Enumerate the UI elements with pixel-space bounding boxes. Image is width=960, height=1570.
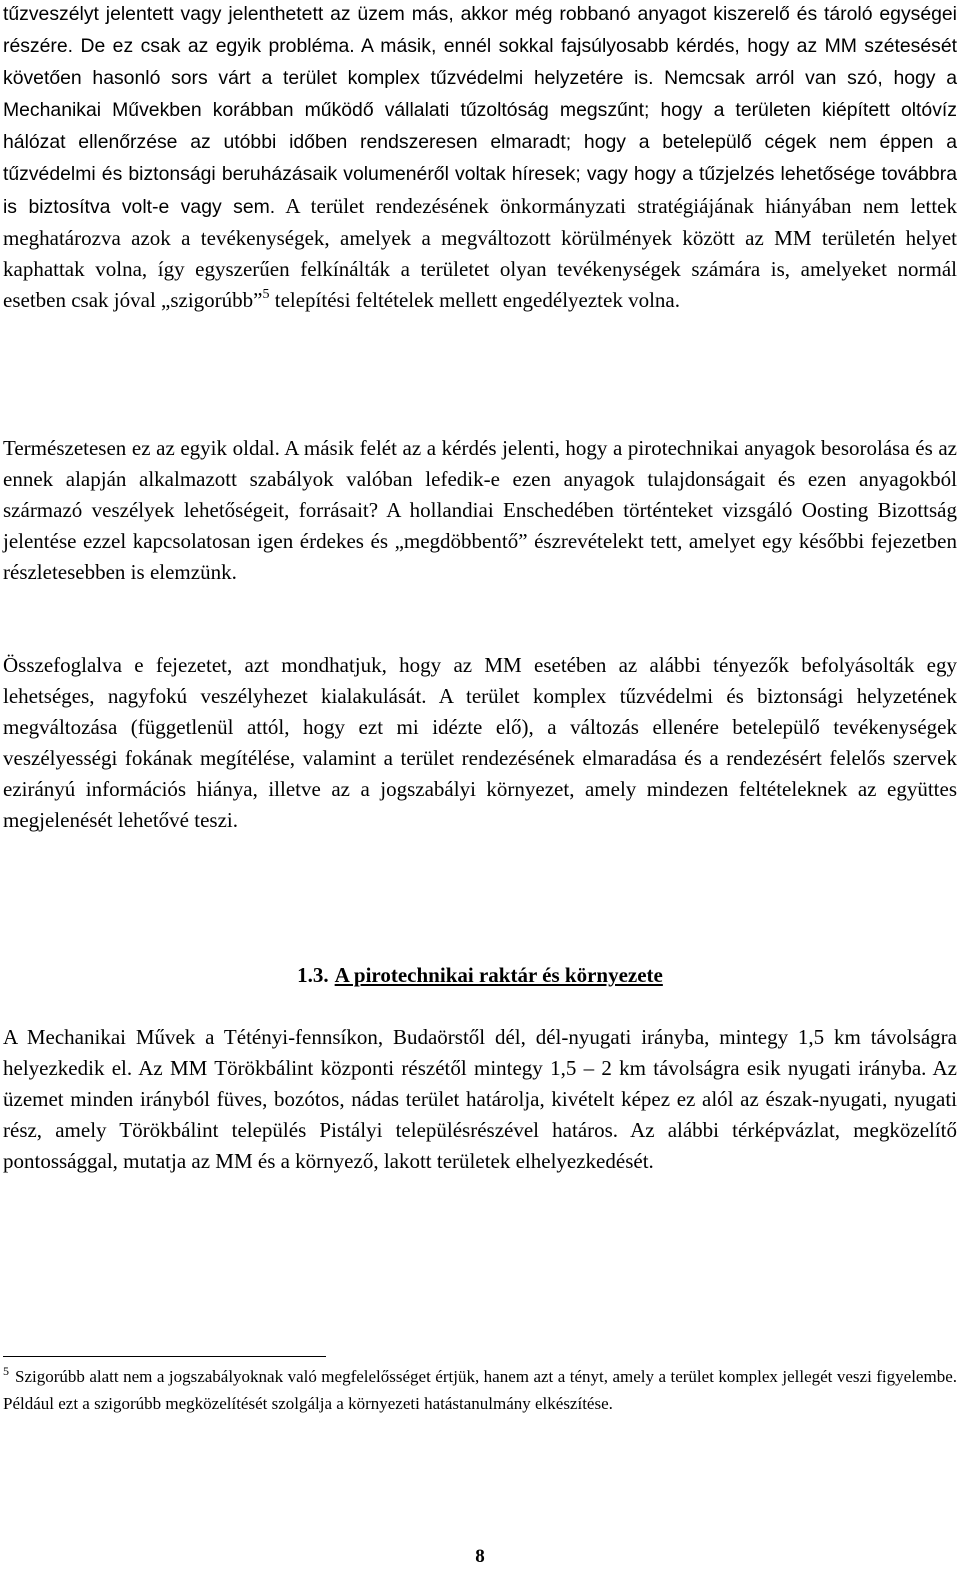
paragraph-4: A Mechanikai Művek a Tétényi-fennsíkon, Budaörstől dél, dél-nyugati irányba, mintegy 1,5 km távolságra helyezkedik el. Az MM Törökbálint központi részétől mintegy 1,5 – 2 km távolságra esik nyugati irányba. Az üzemet minden irányból füves, bozótos, nádas terület határolja, kivételt képez ez alól az észak-nyugati, nyugati rész, amely Törökbálint település Pistályi településrészével határos. Az alábbi térképvázlat, megközelítő pontossággal, mutatja az MM és a környező, lakott területek elhelyezkedését. <box>3 1025 957 1174</box>
paragraph-3: Összefoglalva e fejezetet, azt mondhatjuk, hogy az MM esetében az alábbi tényezők befolyásolták egy lehetséges, nagyfokú veszélyhezet kialakulását. A terület komplex tűzvédelmi és biztonsági helyzetének megváltozása (függetlenül attól, hogy ezt mi idézte elő), a változás ellenére betelepülő tevékenységek veszélyességi fokának megítélése, valamint a terület rendezésének elmaradása és a rendezésért felelős szervek ezirányú információs hiánya, illetve az a jogszabályi környezet, amely mindezen feltételeknek az együttes megjelenését lehetővé teszi. <box>3 653 957 833</box>
footnote-text: Szigorúbb alatt nem a jogszabályoknak való megfelelősséget értjük, hanem azt a tényt, amely a terület komplex jellegét veszi figyelembe. Például ezt a szigorúbb megközelítését szolgálja a környezeti hatástanulmány elkészítése. <box>3 1367 957 1413</box>
paragraph-1-serif-text: A terület rendezésének önkormányzati stratégiájának hiányában nem lettek meghatározva azok a tevékenységek, amelyek a megváltozott körülmények között az MM területén helyet kaphattak volna, így egyszerűen felkínálták a területet olyan tevékenységek számára is, amelyeket normál esetben csak jóval „szigorúbb” <box>3 193 957 312</box>
paragraph-1 <box>3 0 957 316</box>
paragraph-1-sans-text: tűzveszélyt jelentett vagy jelenthetett az üzem más, akkor még robbanó anyagot kiszerelő és tároló egységei részére. De ez csak az egyik probléma. A másik, ennél sokkal fajsúlyosabb kérdés, hogy az MM szétesését követően hasonló sors várt a terület komplex tűzvédelmi helyzetére is. <box>3 3 957 90</box>
section-heading-title: A pirotechnikai raktár és környezete <box>334 963 663 987</box>
paragraph-1-sans-text-2: Nemcsak arról van szó, hogy a Mechanikai Művekben korábban működő vállalati tűzoltóság megszűnt; hogy a területen kiépített oltóvíz hálózat ellenőrzése az utóbbi időben rendszeresen elmaradt; hogy a betelepülő cégek nem éppen a tűzvédelmi és biztonsági beruházásaik volumenéről voltak híresek; vagy hogy a tűzjelzés lehetősége továbbra is biztosítva volt-e vagy sem. <box>3 67 958 218</box>
section-heading-number: 1.3. <box>297 963 329 987</box>
footnote-reference: 5 <box>262 286 270 302</box>
paragraph-1-end-text: telepítési feltételek mellett engedélyeztek volna. <box>274 287 680 312</box>
paragraph-2: Természetesen ez az egyik oldal. A másik felét az a kérdés jelenti, hogy a pirotechnikai anyagok besorolása és az ennek alapján alkalmazott szabályok valóban lefedik-e ezen anyagok tulajdonságait és ezen anyagokból származó veszélyek lehetőségeit, forrásait? A hollandiai Enschedében történteket vizsgáló Oosting Bizottság jelentése ezzel kapcsolatosan igen érdekes és „megdöbbentő” észrevételekt tett, amelyet egy későbbi fejezetben részletesebben is elemzünk. <box>3 436 957 585</box>
footnote <box>3 1364 957 1417</box>
footnote-separator <box>3 1356 326 1357</box>
footnote-mark: 5 <box>3 1364 9 1378</box>
page-number: 8 <box>475 1546 485 1567</box>
section-heading <box>0 960 960 991</box>
